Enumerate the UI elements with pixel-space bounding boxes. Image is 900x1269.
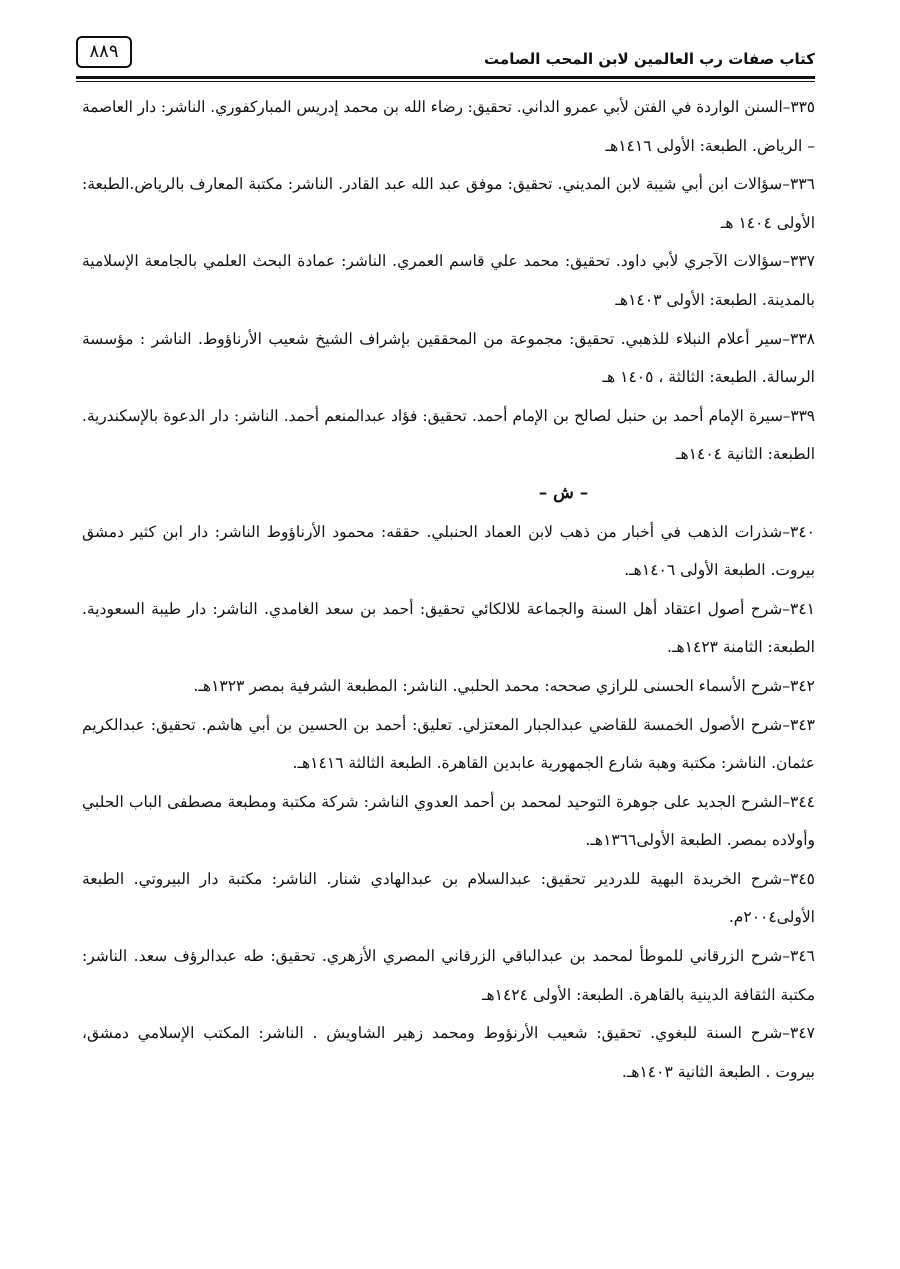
entry-line: ٣٣٥–السنن الواردة في الفتن لأبي عمرو الداني. تحقيق: رضاء الله بن محمد إدريس المباركفوري. الناشر: دار العاصمة (82, 98, 815, 116)
entry-line: ٣٣٨–سير أعلام النبلاء للذهبي. تحقيق: مجموعة من المحققين بإشراف الشيخ شعيب الأرناؤوط. الناشر : مؤسسة (82, 329, 815, 348)
bibliography-entry-341 (82, 590, 815, 667)
bibliography-entry-338 (82, 320, 815, 397)
entry-line: ٣٣٧–سؤالات الآجري لأبي داود. تحقيق: محمد علي قاسم العمري. الناشر: عمادة البحث العلمي بالجامعة الإسلامية (82, 252, 815, 271)
entry-line: بيروت. الطبعة الأولى ١٤٠٦هـ. (624, 561, 815, 580)
entry-line: ٣٤٧–شرح السنة للبغوي. تحقيق: شعيب الأرنؤوط ومحمد زهير الشاويش . الناشر: المكتب الإسلامي دمشق، (82, 1024, 815, 1043)
entry-line: الرسالة. الطبعة: الثالثة ، ١٤٠٥ هـ (602, 368, 815, 387)
entry-line: ٣٤٥–شرح الخريدة البهية للدردير تحقيق: عبدالسلام بن عبدالهادي شنار. الناشر: مكتبة دار البيروتي. الطبعة (82, 869, 815, 888)
entry-line: بيروت . الطبعة الثانية ١٤٠٣هـ. (621, 1062, 815, 1081)
bibliography-entry-342 (82, 667, 815, 706)
entry-line: بالمدينة. الطبعة: الأولى ١٤٠٣هـ (615, 290, 815, 309)
entry-line: ٣٤٣–شرح الأصول الخمسة للقاضي عبدالجبار المعتزلي. تعليق: أحمد بن الحسين بن أبي هاشم. تحقيق: عبدالكريم (82, 715, 815, 734)
bibliography-entry-337 (82, 242, 815, 319)
entry-line: ٣٤٠–شذرات الذهب في أخبار من ذهب لابن العماد الحنبلي. حققه: محمود الأرناؤوط الناشر: دار ابن كثير دمشق (82, 522, 815, 541)
bibliography-entry-345 (82, 860, 815, 937)
bibliography-entry-347 (82, 1014, 815, 1091)
page-header (76, 36, 815, 76)
entry-line: ٣٤٦–شرح الزرقاني للموطأ لمحمد بن عبدالباقي الزرقاني المصري الأزهري. تحقيق: طه عبدالرؤف سعد. الناشر: (82, 947, 815, 966)
bibliography-list (82, 88, 815, 1091)
bibliography-entry-346 (82, 937, 815, 1014)
entry-line: ٣٤١–شرح أصول اعتقاد أهل السنة والجماعة للالكائي تحقيق: أحمد بن سعد الغامدي. الناشر: دار طيبة السعودية. (82, 599, 815, 618)
bibliography-entry-335 (82, 88, 815, 165)
entry-line: وأولاده بمصر. الطبعة الأولى١٣٦٦هـ. (585, 831, 815, 850)
entry-line: الطبعة: الثامنة ١٤٢٣هـ. (667, 638, 815, 657)
header-rule-thin (76, 81, 815, 82)
entry-line: – الرياض. الطبعة: الأولى ١٤١٦هـ (605, 136, 815, 155)
entry-line: مكتبة الثقافة الدينية بالقاهرة. الطبعة: الأولى ١٤٢٤هـ (481, 985, 815, 1004)
section-heading-shin: – ش – (538, 482, 589, 503)
bibliography-entry-340 (82, 513, 815, 590)
entry-line: ٣٤٤–الشرح الجديد على جوهرة التوحيد لمحمد بن أحمد العدوي الناشر: شركة مكتبة ومطبعة مصطفى الباب الحلبي (82, 792, 815, 811)
entry-line: الأولى ١٤٠٤ هـ (720, 213, 815, 232)
entry-line: ٣٣٩–سيرة الإمام أحمد بن حنبل لصالح بن الإمام أحمد. تحقيق: فؤاد عبدالمنعم أحمد. الناشر: دار الدعوة بالإسكندرية. (82, 406, 815, 425)
entry-line: الأولى٢٠٠٤م. (728, 908, 815, 927)
entry-line: ٣٣٦–سؤالات ابن أبي شيبة لابن المديني. تحقيق: موفق عبد الله عبد القادر. الناشر: مكتبة المعارف بالرياض.الطبعة: (82, 175, 815, 194)
bibliography-entry-343 (82, 706, 815, 783)
bibliography-entry-336 (82, 165, 815, 242)
bibliography-entry-339 (82, 397, 815, 474)
running-title: كتاب صفات رب العالمين لابن المحب الصامت (484, 50, 815, 68)
entry-line: عثمان. الناشر: مكتبة وهبة شارع الجمهورية عابدين القاهرة. الطبعة الثالثة ١٤١٦هـ. (292, 754, 815, 773)
page-number: ٨٨٩ (76, 36, 132, 68)
bibliography-entry-344 (82, 783, 815, 860)
entry-line: الطبعة: الثانية ١٤٠٤هـ (675, 445, 815, 464)
header-rule (76, 76, 815, 79)
entry-line: ٣٤٢–شرح الأسماء الحسنى للرازي صححه: محمد الحلبي. الناشر: المطبعة الشرفية بمصر ١٣٢٣هـ. (193, 676, 815, 695)
